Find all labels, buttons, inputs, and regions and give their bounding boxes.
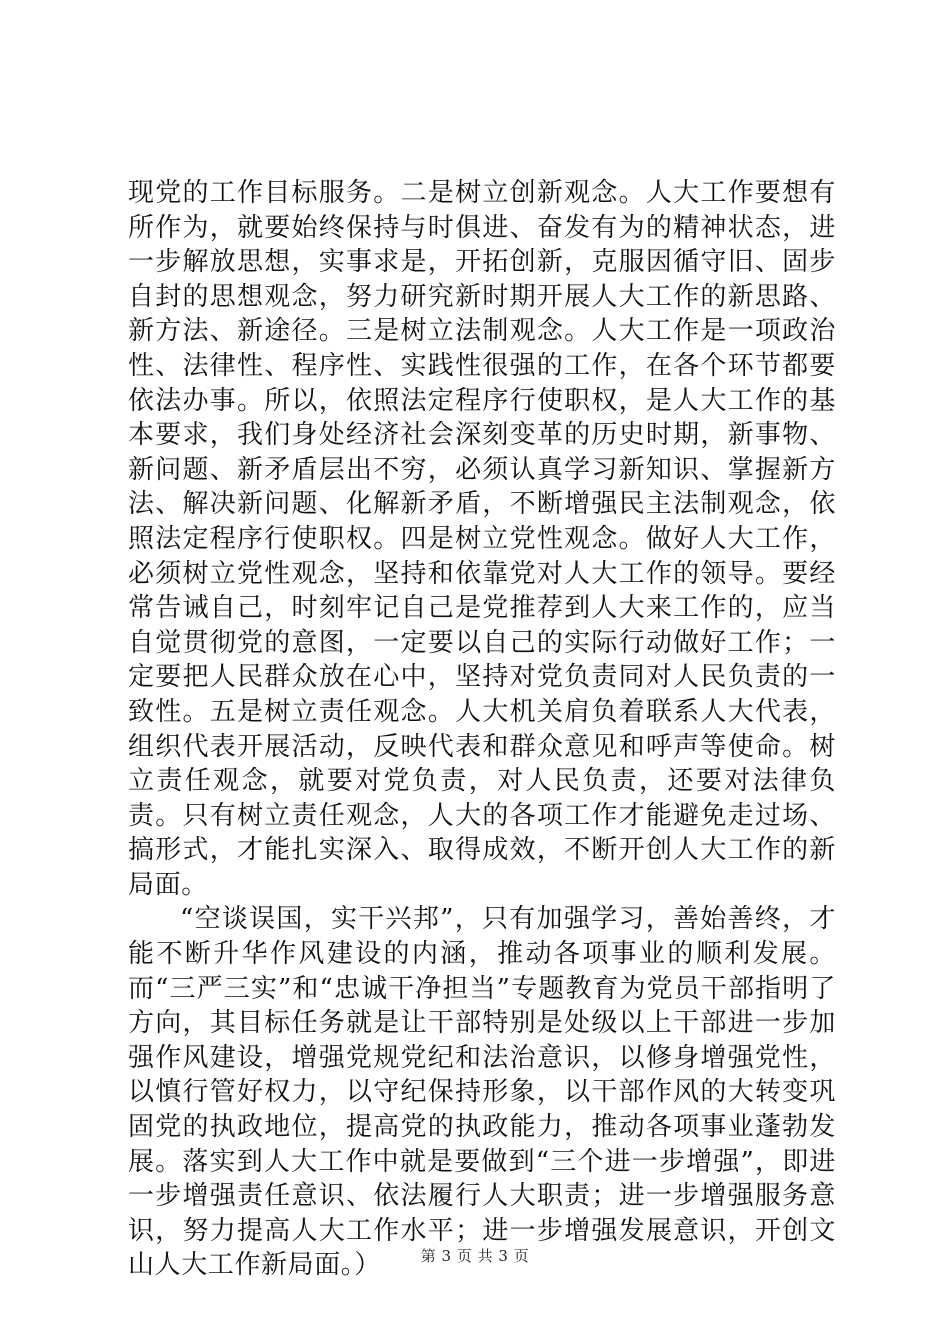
paragraph-second: “空谈误国，实干兴邦”，只有加强学习，善始善终，才能不断升华作风建设的内涵，推动各项事业的顺利发展。而“三严三实”和“忠诚干净担当”专题教育为党员干部指明了方向，其目标任务就是让干部特别是处级以上干部进一步加强作风建设，增强党规党纪和法治意识，以修身增强党性，以慎行管好权力，以守纪保持形象，以干部作风的大转变巩固党的执政地位，提高党的执政能力，推动各项事业蓬勃发展。落实到人大工作中就是要做到“三个进一步增强”，即进一步增强责任意识、依法履行人大职责；进一步增强服务意识，努力提高人大工作水平；进一步增强发展意识，开创文山人大工作新局面。）	[128, 904, 836, 1281]
document-body	[128, 176, 836, 1283]
page-number-footer: 第 3 页 共 3 页	[420, 1247, 530, 1265]
paragraph-continuation: 现党的工作目标服务。二是树立创新观念。人大工作要想有所作为，就要始终保持与时俱进、奋发有为的精神状态，进一步解放思想，实事求是，开拓创新，克服因循守旧、固步自封的思想观念，努力研究新时期开展人大工作的新思路、新方法、新途径。三是树立法制观念。人大工作是一项政治性、法律性、程序性、实践性很强的工作，在各个环节都要依法办事。所以，依照法定程序行使职权，是人大工作的基本要求，我们身处经济社会深刻变革的历史时期，新事物、新问题、新矛盾层出不穷，必须认真学习新知识、掌握新方法、解决新问题、化解新矛盾，不断增强民主法制观念，依照法定程序行使职权。四是树立党性观念。做好人大工作，必须树立党性观念，坚持和依靠党对人大工作的领导。要经常告诫自己，时刻牢记自己是党推荐到人大来工作的，应当自觉贯彻党的意图，一定要以自己的实际行动做好工作；一定要把人民群众放在心中，坚持对党负责同对人民负责的一致性。五是树立责任观念。人大机关肩负着联系人大代表，组织代表开展活动，反映代表和群众意见和呼声等使命。树立责任观念，就要对党负责，对人民负责，还要对法律负责。只有树立责任观念，人大的各项工作才能避免走过场、搞形式，才能扎实深入、取得成效，不断开创人大工作的新局面。	[128, 178, 836, 900]
